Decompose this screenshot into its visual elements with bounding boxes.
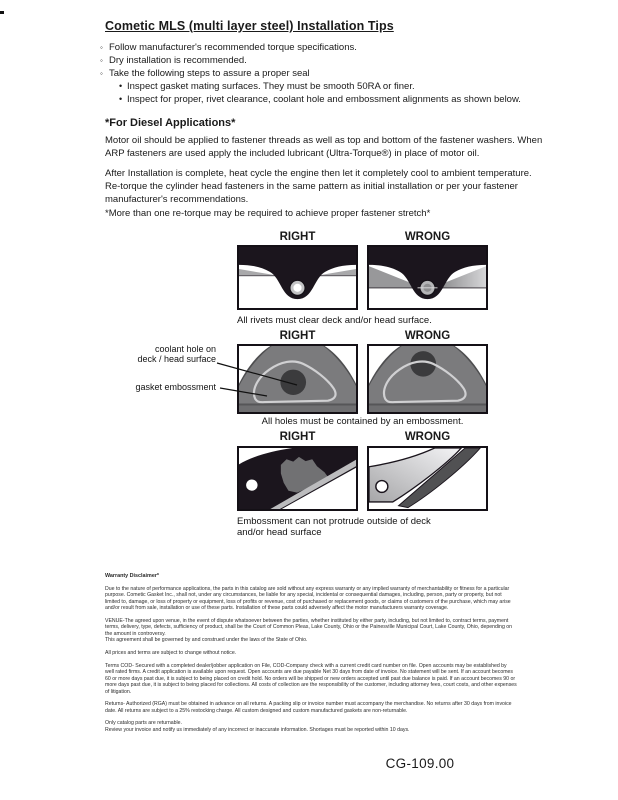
list-item-text: Follow manufacturer's recommended torque specifications. bbox=[109, 42, 357, 53]
row1-right-label: RIGHT bbox=[279, 231, 316, 243]
rivet-clearance-wrong-diagram bbox=[369, 247, 486, 308]
list-item bbox=[100, 41, 552, 54]
diagram-row1-right bbox=[237, 245, 358, 310]
hole-containment-wrong-diagram bbox=[369, 346, 486, 412]
legal-paragraph: Terms COD- Secured with a completed dealer/jobber application on File, COD-Company check with a current credit card number on file. Open accounts may be established by well rated firms. A credit application is available upon request. Open accounts are due payable Net 30 days from date of invoice. No statement will be sent. If an account becomes 60 or more days past due, it is subject to being placed on credit hold. No orders will be shipped or new orders accepted until past due balance is paid. If an account becomes 90 or more days past due, it is subject to being placed for collections. All costs of collection are the responsibility of the customer, including attorney fees, court costs, and other expenses of litigation. bbox=[105, 662, 517, 695]
open-bullet-icon: ◦ bbox=[100, 69, 103, 78]
diesel-paragraph-1: Motor oil should be applied to fastener threads as well as top and bottom of the fastener washers. When ARP fasteners are used apply the included lubricant (Ultra-Torque®) in place of motor oil. bbox=[105, 135, 543, 160]
list-item bbox=[100, 93, 552, 106]
scan-edge-mark bbox=[0, 11, 4, 14]
open-bullet-icon: ◦ bbox=[100, 43, 103, 52]
row1-wrong-label: WRONG bbox=[404, 231, 451, 243]
row3-wrong-label: WRONG bbox=[404, 431, 451, 443]
diagram-row3-wrong bbox=[367, 446, 488, 511]
page-title: Cometic MLS (multi layer steel) Installation Tips bbox=[105, 19, 394, 33]
hole-containment-right-diagram bbox=[239, 346, 356, 412]
legal-paragraph: All prices and terms are subject to change without notice. bbox=[105, 649, 237, 656]
list-item-text: Inspect for proper, rivet clearance, coolant hole and embossment alignments as shown below. bbox=[127, 94, 521, 105]
coolant-hole-callout: coolant hole on deck / head surface bbox=[137, 344, 216, 364]
diagram-row2-right bbox=[237, 344, 358, 414]
list-item bbox=[100, 67, 552, 80]
row2-right-label: RIGHT bbox=[279, 330, 316, 342]
legal-paragraph: This agreement shall be governed by and construed under the laws of the State of Ohio. bbox=[105, 637, 308, 644]
gasket-embossment-callout: gasket embossment bbox=[135, 382, 216, 392]
legal-paragraph: Returns- Authorized (RGA) must be obtained in advance on all returns. A packing slip or invoice number must accompany the merchandise. No returns after 30 days from invoice date. All returns are subject to a 25% restocking charge. All custom designed and custom manufactured gaskets are non-returnable. bbox=[105, 701, 512, 714]
diagram-row1-wrong bbox=[367, 245, 488, 310]
bullet-icon: • bbox=[119, 94, 123, 104]
list-item-text: Take the following steps to assure a proper seal bbox=[109, 68, 310, 79]
bullet-icon: • bbox=[119, 81, 123, 91]
legal-paragraph: Due to the nature of performance applications, the parts in this catalog are sold without any express warranty or any implied warranty of merchantability or fitness for a particular purpose. Cometic Gasket Inc., shall not, under any circumstances, be liable for any special, incidental or consequential damages, including, person, party or property, but not limited to, damage, or loss of property or equipment, loss of profits or revenue, cost of purchased or replacement goods, or claims of customers of the purchase, which may arise and/or result from sale, installation or use of these parts. Installation of these parts could adversely affect the motor manufacturers warranty coverage. bbox=[105, 585, 511, 611]
list-item bbox=[100, 80, 552, 93]
warranty-heading: Warranty Disclaimer* bbox=[105, 573, 160, 579]
row2-wrong-label: WRONG bbox=[404, 330, 451, 342]
embossment-protrusion-right-diagram bbox=[239, 448, 356, 509]
list-item-text: Inspect gasket mating surfaces. They must be smooth 50RA or finer. bbox=[127, 81, 415, 92]
row3-caption: Embossment can not protrude outside of deck and/or head surface bbox=[237, 516, 431, 538]
diesel-section-heading: *For Diesel Applications* bbox=[105, 117, 236, 129]
rivet-clearance-right-diagram bbox=[239, 247, 356, 308]
row3-right-label: RIGHT bbox=[279, 431, 316, 443]
list-item-text: Dry installation is recommended. bbox=[109, 55, 247, 66]
row2-caption: All holes must be contained by an embossment. bbox=[261, 416, 464, 427]
legal-paragraph: Only catalog parts are returnable. bbox=[105, 720, 182, 727]
warranty-disclaimer-block bbox=[105, 573, 517, 740]
diagram-row3-right bbox=[237, 446, 358, 511]
retorque-note: *More than one re-torque may be required to achieve proper fastener stretch* bbox=[105, 208, 431, 219]
page-code: CG-109.00 bbox=[385, 756, 455, 771]
installation-tips-list bbox=[100, 41, 552, 106]
legal-paragraph: VENUE-The agreed upon venue, in the event of dispute whatsoever between the parties, whether instituted by either party, including, but not limited to, contract terms, payment terms, delivery, type, defects, sufficiency of product, shall be the Court of Common Pleas, Lake County, Ohio or the Painesville Municipal Court, Lake County, Ohio, depending on the amount in controversy. bbox=[105, 617, 513, 637]
list-item bbox=[100, 54, 552, 67]
row1-caption: All rivets must clear deck and/or head surface. bbox=[237, 315, 432, 326]
open-bullet-icon: ◦ bbox=[100, 56, 103, 65]
legal-paragraph: Review your invoice and notify us immediately of any incorrect or inaccurate information. Shortages must be reported within 10 days. bbox=[105, 726, 410, 733]
diagram-row2-wrong bbox=[367, 344, 488, 414]
embossment-protrusion-wrong-diagram bbox=[369, 448, 486, 509]
diesel-paragraph-2: After Installation is complete, heat cycle the engine then let it completely cool to ambient temperature. Re-torque the cylinder head fasteners in the same pattern as initial installation or per your fastener manufacturer's recommendations. bbox=[105, 168, 532, 206]
